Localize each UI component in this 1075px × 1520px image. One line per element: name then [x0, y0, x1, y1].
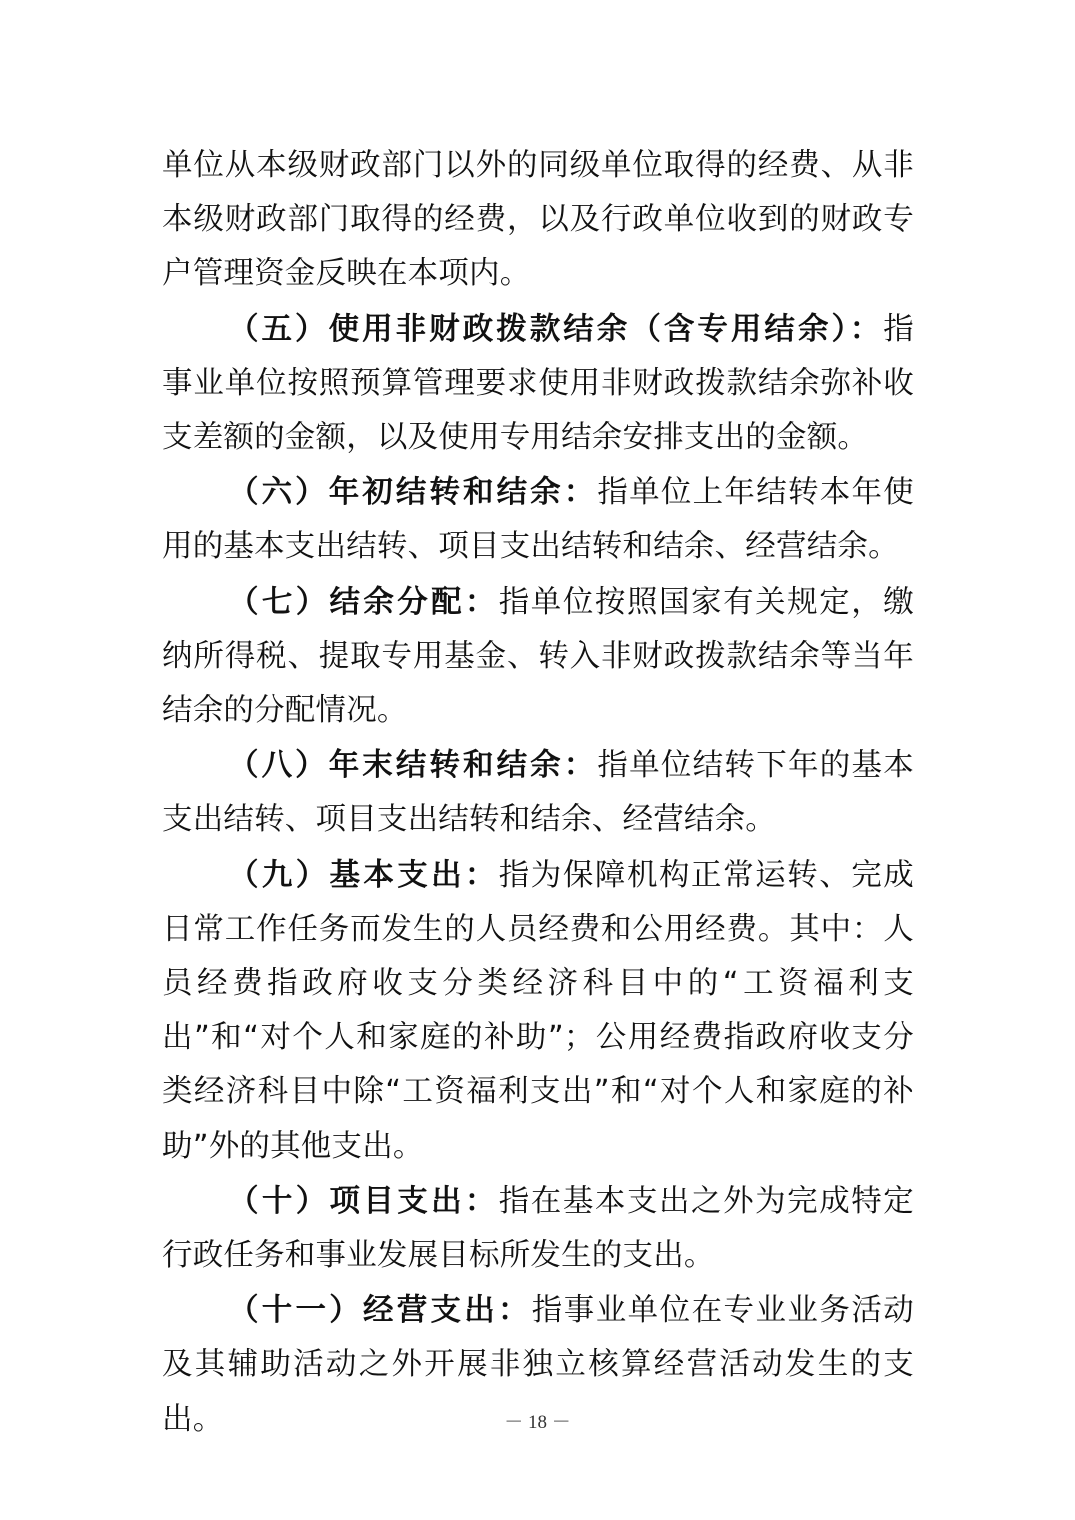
paragraph-body: 单位从本级财政部门以外的同级单位取得的经费、从非本级财政部门取得的经费，以及行政单位收到的财政专户管理资金反映在本项内。 — [162, 148, 914, 292]
paragraph-item-7 — [162, 575, 914, 739]
paragraph-body: 指单位结转下年的基本支出结转、项目支出结转和结余、经营结余。 — [162, 748, 915, 838]
paragraph-item-9 — [162, 848, 914, 1174]
paragraph-body: 指单位上年结转本年使用的基本支出结转、项目支出结转和结余、经营结余。 — [162, 475, 915, 565]
paragraph-body: 指事业单位在专业业务活动及其辅助活动之外开展非独立核算经营活动发生的支出。 — [162, 1293, 914, 1437]
paragraph-heading: （九）基本支出： — [228, 856, 499, 893]
paragraph-item-5 — [162, 302, 914, 466]
paragraph-heading: （八）年末结转和结余： — [228, 747, 598, 784]
page-number: － 18 － — [504, 1412, 571, 1433]
paragraph-body: 指事业单位按照预算管理要求使用非财政拨款结余弥补收支差额的金额，以及使用专用结余安排支出的金额。 — [162, 311, 914, 456]
paragraph-item-8 — [162, 738, 914, 847]
paragraph-heading: （五）使用非财政拨款结余（含专用结余）： — [228, 310, 884, 347]
paragraph-heading: （十）项目支出： — [228, 1182, 499, 1219]
paragraph-heading: （十一）经营支出： — [228, 1292, 532, 1329]
paragraph-item-6 — [162, 465, 914, 574]
document-body — [162, 139, 914, 1447]
paragraph-body: 指单位按照国家有关规定，缴纳所得税、提取专用基金、转入非财政拨款结余等当年结余的分配情况。 — [162, 584, 914, 729]
paragraph-heading: （六）年初结转和结余： — [228, 474, 598, 511]
paragraph-body: 指为保障机构正常运转、完成日常工作任务而发生的人员经费和公用经费。其中：人员经费指政府收支分类经济科目中的“工资福利支出”和“对个人和家庭的补助”；公用经费指政府收支分类经济科目中除“工资福利支出”和“对个人和家庭的补助”外的其他支出。 — [162, 857, 914, 1164]
paragraph-body: 指在基本支出之外为完成特定行政任务和事业发展目标所发生的支出。 — [162, 1183, 914, 1274]
paragraph-heading: （七）结余分配： — [228, 583, 499, 620]
paragraph-item-10 — [162, 1174, 914, 1283]
paragraph-continuation — [162, 139, 914, 302]
